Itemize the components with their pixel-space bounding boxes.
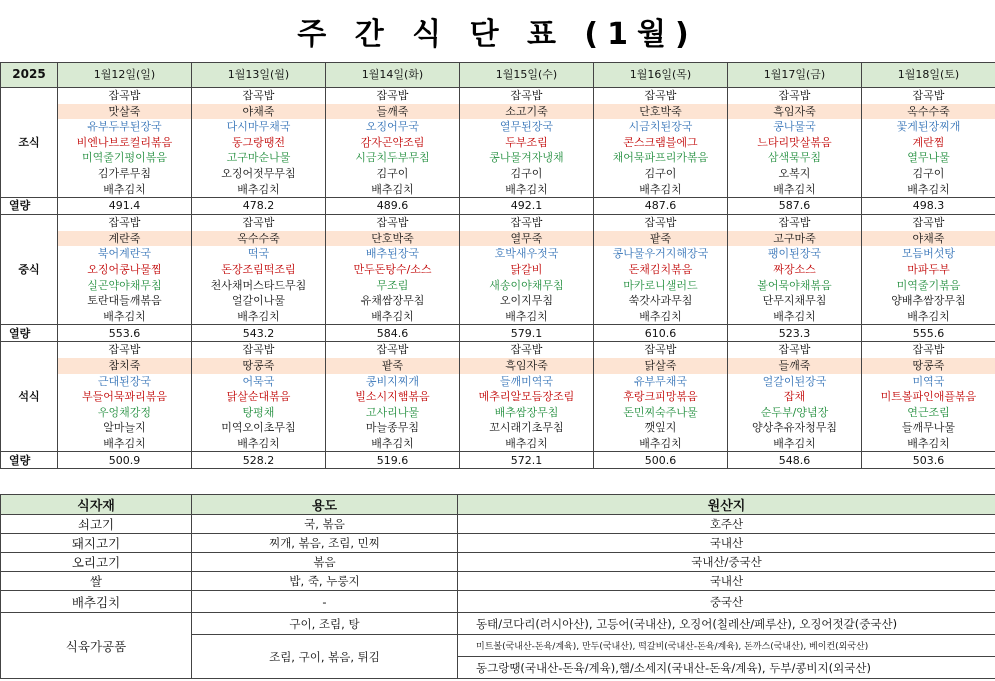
menu-item: 배추김치 [103, 182, 146, 196]
menu-item: 배추쌈장무침 [494, 405, 559, 419]
menu-item: 김구이 [644, 166, 677, 180]
menu-item: 팥죽 [326, 358, 459, 374]
menu-item: 땅콩죽 [862, 358, 995, 374]
menu-item: 꼬시래기초무침 [489, 421, 564, 435]
day-header: 1월15일(수) [460, 63, 594, 88]
menu-item: 느타리맛살볶음 [757, 135, 832, 149]
menu-item: 연근조림 [907, 405, 950, 419]
menu-item: 들깨죽 [326, 104, 459, 120]
menu-item: 배추김치 [505, 182, 548, 196]
menu-item: 소고기죽 [460, 104, 593, 120]
origin-usage: 구이, 조림, 탕 [192, 613, 458, 635]
calorie-row [1, 325, 995, 342]
calorie-value: 478.2 [192, 198, 326, 215]
menu-item: 양배추쌈장무침 [891, 294, 966, 308]
menu-item: 고구마순나물 [226, 151, 291, 165]
origin-ingredient: 돼지고기 [1, 534, 192, 553]
day-header-row [1, 63, 995, 88]
menu-item: 양상추유자청무침 [751, 421, 837, 435]
meal-day-cell [58, 88, 192, 198]
menu-item: 배추김치 [773, 309, 816, 323]
menu-item: 배추김치 [505, 436, 548, 450]
menu-item: 닭살죽 [594, 358, 727, 374]
calorie-value: 498.3 [862, 198, 995, 215]
menu-item: 흑임자죽 [728, 104, 861, 120]
meal-row [1, 215, 995, 325]
calorie-value: 555.6 [862, 325, 995, 342]
menu-item: 잡곡밥 [242, 216, 275, 230]
origin-row [1, 591, 995, 613]
menu-item: 단무지채무침 [762, 294, 827, 308]
menu-item: 계란찜 [912, 135, 945, 149]
meal-day-cell [594, 342, 728, 452]
menu-item: 미역줄기평이볶음 [81, 151, 167, 165]
menu-item: 잡곡밥 [912, 89, 945, 102]
menu-item: 배추김치 [639, 309, 682, 323]
calorie-value: 548.6 [728, 452, 862, 469]
menu-item: 호박새우젓국 [494, 247, 559, 261]
meal-day-cell [326, 88, 460, 198]
menu-item: 야채죽 [192, 104, 325, 120]
calorie-row [1, 452, 995, 469]
menu-item: 야채죽 [862, 231, 995, 247]
calorie-value: 572.1 [460, 452, 594, 469]
menu-item: 동그랑땡전 [231, 135, 286, 149]
menu-item: 고구마죽 [728, 231, 861, 247]
origin-row [1, 515, 995, 534]
menu-item: 배추된장국 [365, 247, 420, 261]
meal-day-cell [728, 88, 862, 198]
menu-item: 잡곡밥 [242, 89, 275, 102]
menu-item: 열무나물 [907, 151, 950, 165]
meal-day-cell [192, 215, 326, 325]
menu-item: 토란대들깨볶음 [87, 294, 162, 308]
menu-item: 미역줄기볶음 [896, 278, 961, 292]
origin-usage: 밥, 죽, 누룽지 [192, 572, 458, 591]
menu-item: 유채쌈장무침 [360, 294, 425, 308]
origin-country: 국내산/중국산 [458, 553, 995, 572]
day-header: 1월16일(목) [594, 63, 728, 88]
weekly-menu-table [0, 62, 995, 469]
day-header: 1월18일(토) [862, 63, 995, 88]
menu-item: 탕평채 [242, 405, 275, 419]
menu-item: 후랑크피망볶음 [623, 390, 698, 404]
meal-label: 중식 [1, 215, 58, 325]
meal-day-cell [58, 342, 192, 452]
menu-item: 들깨죽 [728, 358, 861, 374]
menu-item: 잡곡밥 [644, 343, 677, 357]
menu-item: 땅콩죽 [192, 358, 325, 374]
menu-item: 들깨미역국 [499, 374, 554, 388]
menu-item: 김구이 [912, 166, 945, 180]
meal-day-cell [594, 88, 728, 198]
menu-item: 김가루무침 [97, 166, 152, 180]
menu-item: 어묵국 [242, 374, 275, 388]
menu-item: 빌소시지햄볶음 [355, 390, 430, 404]
origin-country: 동태/코다리(러시아산), 고등어(국내산), 오징어(칠레산/페루산), 오징어젓갈(중국산) [458, 613, 995, 635]
origin-usage: - [192, 591, 458, 613]
origin-usage: 조림, 구이, 볶음, 튀김 [192, 635, 458, 679]
menu-item: 삼색묵무침 [767, 151, 822, 165]
menu-item: 콩비지찌개 [365, 374, 420, 388]
calorie-value: 519.6 [326, 452, 460, 469]
calorie-value: 553.6 [58, 325, 192, 342]
menu-item: 잡곡밥 [108, 216, 141, 230]
menu-item: 단호박죽 [326, 231, 459, 247]
meal-day-cell [594, 215, 728, 325]
menu-item: 배추김치 [907, 436, 950, 450]
menu-item: 콩나물국 [773, 120, 816, 134]
calorie-value: 492.1 [460, 198, 594, 215]
menu-item: 잡곡밥 [644, 216, 677, 230]
meal-row [1, 342, 995, 452]
menu-item: 근대된장국 [97, 374, 152, 388]
day-header: 1월17일(금) [728, 63, 862, 88]
menu-item: 배추김치 [773, 182, 816, 196]
menu-item: 잡곡밥 [376, 216, 409, 230]
origin-header-origin: 원산지 [458, 495, 995, 515]
menu-item: 배추김치 [237, 182, 280, 196]
menu-item: 꽃게된장찌개 [896, 120, 961, 134]
origin-country: 국내산 [458, 572, 995, 591]
menu-item: 잡채 [783, 390, 806, 404]
calorie-value: 500.9 [58, 452, 192, 469]
menu-item: 깻잎지 [644, 421, 677, 435]
meal-day-cell [326, 342, 460, 452]
origin-ingredient: 쌀 [1, 572, 192, 591]
origin-ingredient: 오리고기 [1, 553, 192, 572]
menu-item: 잡곡밥 [778, 343, 811, 357]
page-title: 주 간 식 단 표 (1월) [297, 17, 698, 52]
menu-item: 미역국 [912, 374, 945, 388]
origin-header-usage: 용도 [192, 495, 458, 515]
menu-item: 돈민찌숙주나물 [623, 405, 698, 419]
menu-item: 들깨무나물 [901, 421, 956, 435]
menu-item: 배추김치 [371, 309, 414, 323]
menu-item: 오징어콩나물찜 [87, 262, 162, 276]
menu-item: 볼어묵야채볶음 [757, 278, 832, 292]
menu-item: 배추김치 [907, 182, 950, 196]
meal-label: 조식 [1, 88, 58, 198]
menu-item: 우엉채강정 [97, 405, 152, 419]
year-label: 2025 [1, 63, 58, 88]
meal-day-cell [460, 88, 594, 198]
menu-item: 콩나물겨자냉채 [489, 151, 564, 165]
menu-item: 닭갈비 [510, 262, 543, 276]
menu-item: 오이지무침 [499, 294, 554, 308]
meal-day-cell [728, 215, 862, 325]
menu-item: 시금치두부무침 [355, 151, 430, 165]
menu-item: 잡곡밥 [912, 343, 945, 357]
menu-item: 메추리알모듬장조림 [478, 390, 575, 404]
menu-item: 잡곡밥 [510, 89, 543, 102]
origin-row [1, 572, 995, 591]
menu-item: 마파두부 [907, 262, 950, 276]
menu-item: 배추김치 [505, 309, 548, 323]
calorie-value: 584.6 [326, 325, 460, 342]
menu-item: 배추김치 [103, 309, 146, 323]
menu-item: 시금치된장국 [628, 120, 693, 134]
menu-item: 오징어무국 [365, 120, 420, 134]
meal-day-cell [326, 215, 460, 325]
origin-table [0, 494, 995, 679]
menu-item: 오징어젓무무침 [221, 166, 296, 180]
origin-header-ingredient: 식자재 [1, 495, 192, 515]
day-header: 1월12일(일) [58, 63, 192, 88]
menu-item: 단호박죽 [594, 104, 727, 120]
menu-item: 잡곡밥 [778, 89, 811, 102]
menu-item: 미트볼파인애플볶음 [880, 390, 977, 404]
menu-item: 팽이된장국 [767, 247, 822, 261]
origin-country: 중국산 [458, 591, 995, 613]
menu-item: 고사리나물 [365, 405, 420, 419]
menu-item: 돈채김치볶음 [628, 262, 693, 276]
menu-item: 실곤약야채무침 [87, 278, 162, 292]
menu-item: 짜장소스 [773, 262, 816, 276]
menu-item: 모듬버섯탕 [901, 247, 956, 261]
menu-item: 옥수수죽 [192, 231, 325, 247]
menu-item: 옥수수죽 [862, 104, 995, 120]
menu-item: 배추김치 [639, 436, 682, 450]
menu-item: 새송이야채무침 [489, 278, 564, 292]
menu-item: 참치죽 [58, 358, 191, 374]
menu-item: 유부무채국 [633, 374, 688, 388]
menu-item: 비엔나브로컬리볶음 [76, 135, 173, 149]
origin-country: 호주산 [458, 515, 995, 534]
origin-ingredient: 쇠고기 [1, 515, 192, 534]
menu-item: 잡곡밥 [510, 343, 543, 357]
menu-item: 순두부/양념장 [760, 405, 829, 419]
meal-row [1, 88, 995, 198]
meal-day-cell [728, 342, 862, 452]
menu-item: 잡곡밥 [778, 216, 811, 230]
menu-item: 맛살죽 [58, 104, 191, 120]
menu-item: 배추김치 [907, 309, 950, 323]
menu-item: 흑임자죽 [460, 358, 593, 374]
menu-item: 무조림 [376, 278, 409, 292]
calorie-value: 579.1 [460, 325, 594, 342]
menu-item: 잡곡밥 [108, 343, 141, 357]
menu-item: 감자곤약조림 [360, 135, 425, 149]
calorie-label: 열량 [1, 198, 58, 215]
meal-day-cell [192, 342, 326, 452]
calorie-value: 487.6 [594, 198, 728, 215]
calorie-value: 587.6 [728, 198, 862, 215]
meal-day-cell [862, 342, 995, 452]
menu-item: 배추김치 [639, 182, 682, 196]
menu-item: 떡국 [247, 247, 270, 261]
menu-item: 배추김치 [103, 436, 146, 450]
calorie-label: 열량 [1, 452, 58, 469]
meal-day-cell [58, 215, 192, 325]
menu-item: 다시마무채국 [226, 120, 291, 134]
menu-item: 쑥갓사과무침 [628, 294, 693, 308]
menu-item: 배추김치 [371, 436, 414, 450]
menu-item: 계란죽 [58, 231, 191, 247]
calorie-value: 543.2 [192, 325, 326, 342]
menu-item: 팥죽 [594, 231, 727, 247]
menu-item: 북어계란국 [97, 247, 152, 261]
meal-day-cell [192, 88, 326, 198]
menu-item: 만두돈탕수/소스 [353, 262, 432, 276]
menu-item: 배추김치 [773, 436, 816, 450]
origin-ingredient: 배추김치 [1, 591, 192, 613]
menu-item: 채어묵파프리카볶음 [612, 151, 709, 165]
calorie-value: 528.2 [192, 452, 326, 469]
menu-item: 마카로니샐러드 [623, 278, 698, 292]
calorie-row [1, 198, 995, 215]
origin-usage: 찌개, 볶음, 조림, 민찌 [192, 534, 458, 553]
menu-item: 열무죽 [460, 231, 593, 247]
menu-item: 두부조림 [505, 135, 548, 149]
menu-item: 잡곡밥 [376, 343, 409, 357]
menu-item: 김구이 [376, 166, 409, 180]
menu-item: 김구이 [510, 166, 543, 180]
menu-item: 마늘종무침 [365, 421, 420, 435]
meal-day-cell [862, 215, 995, 325]
menu-item: 얼갈이된장국 [762, 374, 827, 388]
origin-country: 미트볼(국내산-돈육/계육), 만두(국내산), 떡갈비(국내산-돈육/계육), 돈까스(국내산), 베이컨(외국산) [458, 635, 995, 657]
menu-item: 열무된장국 [499, 120, 554, 134]
origin-usage: 볶음 [192, 553, 458, 572]
origin-row-processed [1, 613, 995, 635]
menu-item: 잡곡밥 [376, 89, 409, 102]
calorie-value: 503.6 [862, 452, 995, 469]
menu-item: 미역오이초무침 [221, 421, 296, 435]
menu-item: 천사채머스타드무침 [210, 278, 307, 292]
day-header: 1월13일(월) [192, 63, 326, 88]
menu-item: 배추김치 [371, 182, 414, 196]
menu-item: 돈장조림떡조림 [221, 262, 296, 276]
calorie-value: 610.6 [594, 325, 728, 342]
menu-item: 얼갈이나물 [231, 294, 286, 308]
menu-item: 배추김치 [237, 309, 280, 323]
calorie-value: 489.6 [326, 198, 460, 215]
menu-item: 알마늘지 [103, 421, 146, 435]
origin-usage: 국, 볶음 [192, 515, 458, 534]
calorie-label: 열량 [1, 325, 58, 342]
menu-item: 잡곡밥 [510, 216, 543, 230]
menu-item: 유부두부된장국 [87, 120, 162, 134]
menu-item: 잡곡밥 [242, 343, 275, 357]
meal-day-cell [862, 88, 995, 198]
menu-item: 잡곡밥 [108, 89, 141, 102]
menu-item: 배추김치 [237, 436, 280, 450]
origin-country: 국내산 [458, 534, 995, 553]
origin-row [1, 534, 995, 553]
origin-ingredient-processed: 식육가공품 [1, 613, 192, 679]
menu-item: 잡곡밥 [644, 89, 677, 102]
menu-item: 닭살순대볶음 [226, 390, 291, 404]
menu-item: 콘스크램블에그 [623, 135, 698, 149]
calorie-value: 523.3 [728, 325, 862, 342]
menu-item: 오복지 [778, 166, 811, 180]
calorie-value: 491.4 [58, 198, 192, 215]
menu-item: 콩나물우거지해장국 [612, 247, 709, 261]
meal-label: 석식 [1, 342, 58, 452]
menu-item: 잡곡밥 [912, 216, 945, 230]
origin-row [1, 553, 995, 572]
meal-day-cell [460, 342, 594, 452]
calorie-value: 500.6 [594, 452, 728, 469]
meal-day-cell [460, 215, 594, 325]
day-header: 1월14일(화) [326, 63, 460, 88]
menu-item: 부들어묵꽈리볶음 [81, 390, 167, 404]
origin-country: 동그랑땡(국내산-돈육/계육),햄/소세지(국내산-돈육/계육), 두부/콩비지(외국산) [458, 657, 995, 679]
